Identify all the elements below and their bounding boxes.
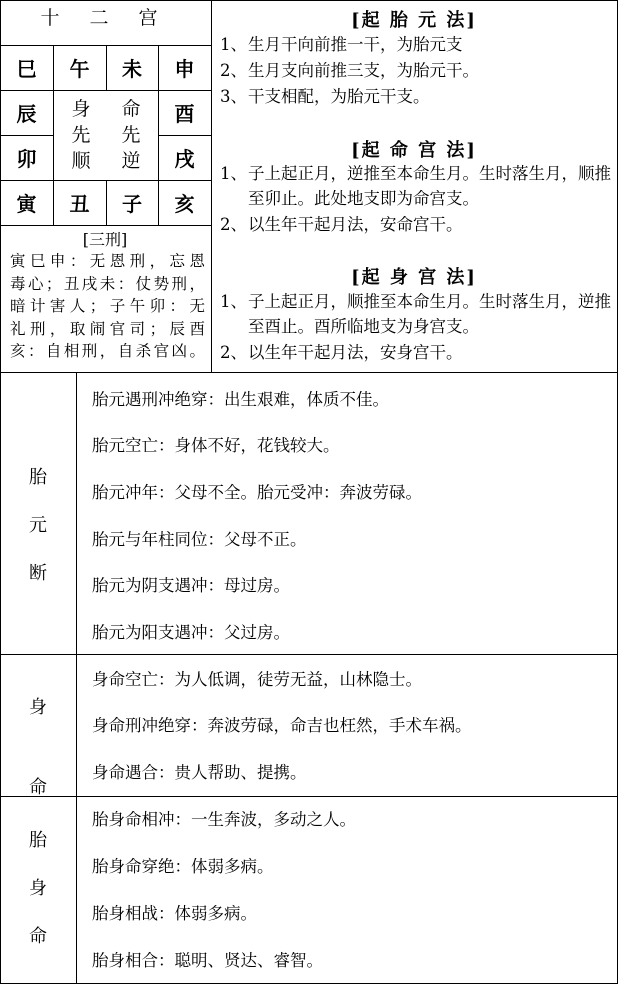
palace-xu: 戌 xyxy=(174,147,195,171)
rule-line: 胎元与年柱同位：父母不正。 xyxy=(92,530,307,549)
rule-line: 胎元为阴支遇冲：母过房。 xyxy=(92,576,290,595)
palace-hai: 亥 xyxy=(174,192,195,216)
rule-line: 胎元冲年：父母不全。胎元受冲：奔波劳碌。 xyxy=(92,483,422,502)
rule-line: 身命刑冲绝穿：奔波劳碌，命吉也枉然，手术车祸。 xyxy=(92,716,472,735)
label-char: 身 xyxy=(29,878,47,899)
center-shen-xian-shun xyxy=(57,96,105,174)
method-item xyxy=(220,32,612,57)
method-item xyxy=(220,340,612,365)
center-char: 逆 xyxy=(121,150,141,172)
palace-chen: 辰 xyxy=(16,102,37,126)
label-char: 命 xyxy=(29,926,47,947)
palace-mao: 卯 xyxy=(16,147,37,171)
sanxing-body xyxy=(10,250,205,363)
item-number: 2、 xyxy=(220,215,247,234)
rule-line: 身命遇合：贵人帮助、提携。 xyxy=(92,763,307,782)
rule-line: 胎元空亡：身体不好，花钱较大。 xyxy=(92,436,340,455)
label-char: 胎 xyxy=(29,830,47,851)
method-title-shengong: [起 身 宫 法] xyxy=(351,267,477,288)
palace-you: 酉 xyxy=(174,102,195,126)
palace-si: 巳 xyxy=(16,57,37,81)
section-label-shenming xyxy=(0,668,76,828)
sanxing-title: [三刑] xyxy=(82,230,128,249)
section-label-taiyuan xyxy=(0,454,76,598)
rule-line: 胎元为阳支遇冲：父过房。 xyxy=(92,623,290,642)
item-text: 干支相配，为胎元干支。 xyxy=(248,87,430,106)
palace-zi: 子 xyxy=(122,192,142,216)
center-ming-xian-ni xyxy=(107,96,155,174)
center-char: 身 xyxy=(71,98,91,120)
label-char: 胎 xyxy=(29,467,47,488)
rule-line: 身命空亡：为人低调，徒劳无益，山林隐士。 xyxy=(92,670,422,689)
method-title-minggong: [起 命 宫 法] xyxy=(351,140,477,161)
palace-shen: 申 xyxy=(174,57,195,81)
method-item xyxy=(220,58,612,83)
center-char: 顺 xyxy=(71,150,91,172)
palace-chou: 丑 xyxy=(69,192,90,216)
center-char: 先 xyxy=(71,124,91,146)
label-column-divider xyxy=(76,372,77,984)
sanxing-line: 毒心；丑戌未：仗势刑， xyxy=(10,274,205,293)
item-number: 1、 xyxy=(220,35,247,54)
method-item xyxy=(220,84,612,109)
item-text: 子上起正月，逆推至本命生月。生时落生月，顺推至卯止。此处地支即为命宫支。 xyxy=(248,164,611,208)
method-item xyxy=(220,161,612,211)
label-char: 命 xyxy=(29,777,47,798)
sanxing-line: 寅巳申：无恩刑，忘恩 xyxy=(10,252,205,270)
label-char: 断 xyxy=(29,563,47,584)
rule-line: 胎身命相冲：一生奔波，多动之人。 xyxy=(92,810,356,829)
sanxing-line: 礼刑，取闹官司；辰酉 xyxy=(10,319,205,338)
method-item xyxy=(220,212,612,237)
item-text: 生月支向前推三支，为胎元干。 xyxy=(248,61,479,80)
item-number: 1、 xyxy=(220,164,247,183)
rule-line: 胎身命穿绝：体弱多病。 xyxy=(92,857,274,876)
item-text: 子上起正月，顺推至本命生月。生时落生月，逆推至酉止。酉所临地支为身宫支。 xyxy=(248,292,611,336)
section-label-taishenming xyxy=(0,817,76,961)
item-text: 以生年干起月法，安身宫干。 xyxy=(248,343,463,362)
label-char: 元 xyxy=(29,515,47,536)
palace-yin: 寅 xyxy=(16,192,37,216)
item-number: 1、 xyxy=(220,292,247,311)
top-section-divider xyxy=(0,372,618,373)
method-item xyxy=(220,289,612,339)
item-text: 以生年干起月法，安命宫干。 xyxy=(248,215,463,234)
rule-line: 胎元遇刑冲绝穿：出生艰难，体质不佳。 xyxy=(92,390,389,409)
sanxing-line: 亥：自相刑，自杀官凶。 xyxy=(10,342,205,360)
twelve-palace-title: 十 二 宫 xyxy=(40,7,170,29)
method-title-taiyuan: [起 胎 元 法] xyxy=(351,10,477,31)
center-char: 先 xyxy=(121,124,141,146)
label-char: 身 xyxy=(29,697,47,718)
palace-wu: 午 xyxy=(69,57,90,81)
section-divider-1 xyxy=(0,654,618,655)
grid-line xyxy=(0,225,211,226)
item-number: 2、 xyxy=(220,61,247,80)
rule-line: 胎身相合：聪明、贤达、睿智。 xyxy=(92,951,323,970)
palace-wei: 未 xyxy=(122,57,142,81)
item-number: 2、 xyxy=(220,343,247,362)
item-number: 3、 xyxy=(220,87,247,106)
rule-line: 胎身相战：体弱多病。 xyxy=(92,904,257,923)
top-column-divider xyxy=(211,0,212,372)
item-text: 生月干向前推一干，为胎元支 xyxy=(248,35,463,54)
center-char: 命 xyxy=(121,98,141,120)
sanxing-line: 暗计害人；子午卯：无 xyxy=(10,297,205,315)
section-divider-2 xyxy=(0,796,618,797)
